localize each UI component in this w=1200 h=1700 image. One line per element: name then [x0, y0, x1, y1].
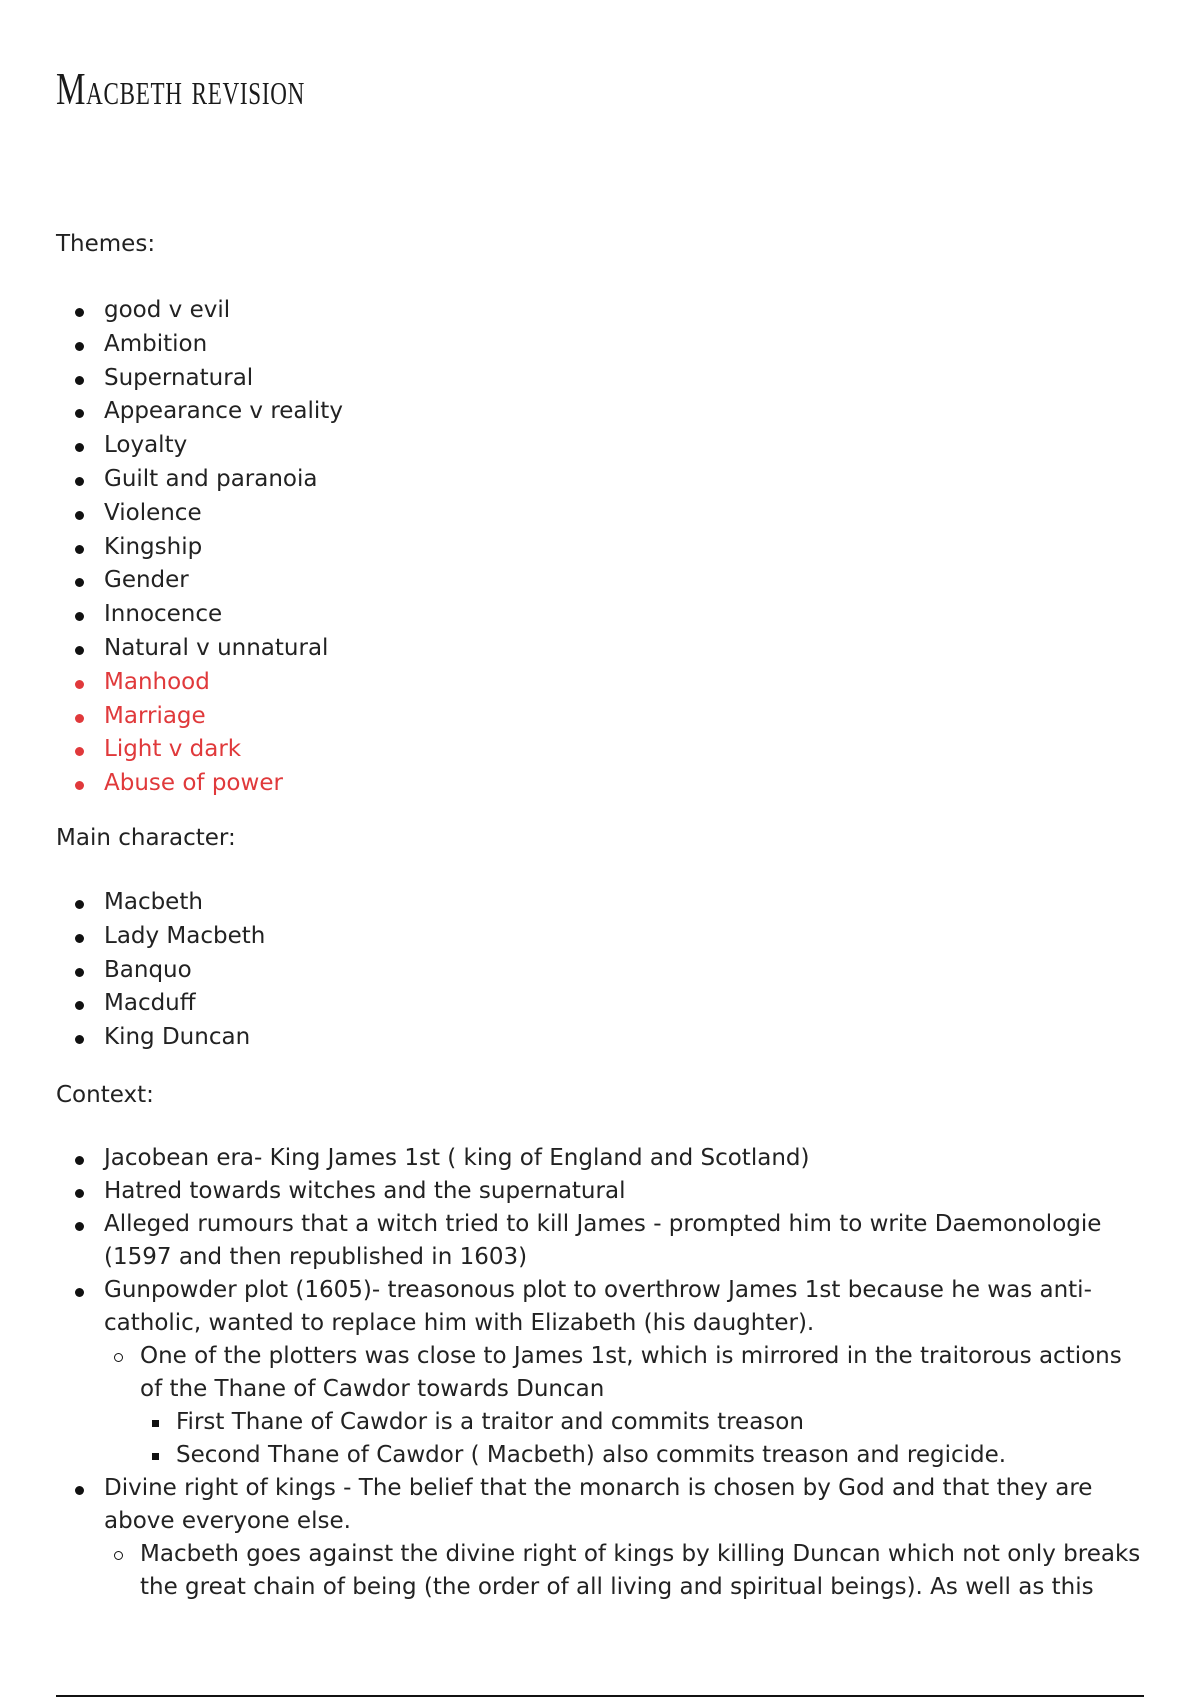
sub-list-item-text: Macbeth goes against the divine right of kings by killing Duncan which not only breaks the great chain of being (the order of all living and spiritual beings). As well as this [140, 1541, 1141, 1600]
bullet-icon [75, 646, 84, 655]
list-item [56, 954, 265, 988]
list-item-text: Natural v unnatural [104, 634, 329, 661]
list-item-highlighted [56, 733, 343, 767]
bullet-icon [75, 1001, 84, 1010]
bullet-icon [75, 1156, 84, 1165]
bullet-icon [75, 1189, 84, 1198]
list-item-text: Violence [104, 499, 202, 526]
hollow-bullet-icon [114, 1353, 123, 1362]
list-item-text: Macduff [104, 990, 196, 1017]
bullet-icon [75, 1035, 84, 1044]
list-item-text: Banquo [104, 956, 192, 983]
bullet-icon [75, 342, 84, 351]
bullet-icon [75, 781, 84, 790]
list-item-highlighted [56, 666, 343, 700]
bullet-icon [75, 477, 84, 486]
list-item-text: Hatred towards witches and the supernatural [104, 1178, 626, 1204]
list-item [56, 886, 265, 920]
list-item [56, 395, 343, 429]
bullet-icon [75, 376, 84, 385]
list-item [56, 1021, 265, 1055]
list-item [56, 1274, 1146, 1472]
characters-list [56, 886, 265, 1055]
bullet-icon [75, 968, 84, 977]
sub-list-item-text: One of the plotters was close to James 1st, which is mirrored in the traitorous actions of the Thane of Cawdor towards Duncan [140, 1343, 1122, 1402]
bullet-icon [75, 443, 84, 452]
square-bullet-icon [152, 1453, 159, 1460]
sub-sub-list-item [140, 1406, 1146, 1439]
list-item [56, 328, 343, 362]
list-item-text: Lady Macbeth [104, 922, 266, 949]
page-divider [56, 1695, 1144, 1697]
list-item-text: Divine right of kings - The belief that the monarch is chosen by God and that they are above everyone else. [104, 1475, 1093, 1534]
sub-sub-list-item-text: First Thane of Cawdor is a traitor and commits treason [176, 1409, 804, 1435]
list-item-text: Light v dark [104, 736, 242, 763]
list-item [56, 294, 343, 328]
list-item-text: good v evil [104, 297, 231, 323]
list-item-text: Kingship [104, 533, 203, 560]
list-item-text: Guilt and paranoia [104, 465, 318, 492]
bullet-icon [75, 578, 84, 587]
list-item-text: Jacobean era- King James 1st ( king of England and Scotland) [104, 1145, 810, 1171]
sub-list [104, 1340, 1146, 1472]
themes-heading: Themes: [56, 231, 156, 257]
list-item-text: Marriage [104, 702, 206, 729]
bullet-icon [75, 1288, 84, 1297]
bullet-icon [75, 511, 84, 520]
list-item-text: Appearance v reality [104, 398, 343, 425]
list-item-text: Innocence [104, 601, 223, 628]
list-item [56, 632, 343, 666]
bullet-icon [75, 409, 84, 418]
page-title: Macbeth revision [56, 63, 305, 114]
list-item [56, 987, 265, 1021]
list-item [56, 1208, 1146, 1274]
context-heading: Context: [56, 1082, 154, 1108]
list-item [56, 920, 265, 954]
list-item [56, 429, 343, 463]
list-item-text: Loyalty [104, 432, 188, 459]
list-item-text: Alleged rumours that a witch tried to kill James - prompted him to write Daemonologie (1597 and then republished in 1603) [104, 1211, 1102, 1270]
list-item [56, 362, 343, 396]
list-item [56, 564, 343, 598]
bullet-icon [75, 747, 84, 756]
sub-list [104, 1538, 1146, 1604]
sub-sub-list-item-text: Second Thane of Cawdor ( Macbeth) also commits treason and regicide. [176, 1442, 1007, 1468]
list-item [56, 497, 343, 531]
list-item-text: King Duncan [104, 1024, 251, 1051]
list-item-highlighted [56, 767, 343, 801]
list-item-text: Gender [104, 567, 189, 594]
bullet-icon [75, 308, 84, 317]
bullet-icon [75, 900, 84, 909]
square-bullet-icon [152, 1420, 159, 1427]
sub-list-item [104, 1538, 1146, 1604]
characters-heading: Main character: [56, 825, 236, 851]
sub-list-item [104, 1340, 1146, 1472]
bullet-icon [75, 1486, 84, 1495]
list-item-text: Abuse of power [104, 770, 283, 797]
sub-sub-list-item [140, 1439, 1146, 1472]
bullet-icon [75, 1222, 84, 1231]
context-list [56, 1142, 1146, 1604]
list-item-highlighted [56, 700, 343, 734]
list-item-text: Supernatural [104, 364, 254, 391]
list-item [56, 1472, 1146, 1604]
bullet-icon [75, 612, 84, 621]
bullet-icon [75, 680, 84, 689]
sub-sub-list [140, 1406, 1146, 1472]
hollow-bullet-icon [114, 1551, 123, 1560]
themes-list [56, 294, 343, 801]
list-item [56, 1142, 1146, 1175]
list-item-text: Macbeth [104, 889, 203, 915]
bullet-icon [75, 714, 84, 723]
list-item-text: Gunpowder plot (1605)- treasonous plot to overthrow James 1st because he was anti-catholic, wanted to replace him with Elizabeth (his daughter). [104, 1277, 1092, 1336]
list-item-text: Manhood [104, 668, 210, 695]
list-item [56, 598, 343, 632]
list-item [56, 531, 343, 565]
list-item-text: Ambition [104, 330, 208, 357]
bullet-icon [75, 545, 84, 554]
list-item [56, 1175, 1146, 1208]
list-item [56, 463, 343, 497]
bullet-icon [75, 934, 84, 943]
